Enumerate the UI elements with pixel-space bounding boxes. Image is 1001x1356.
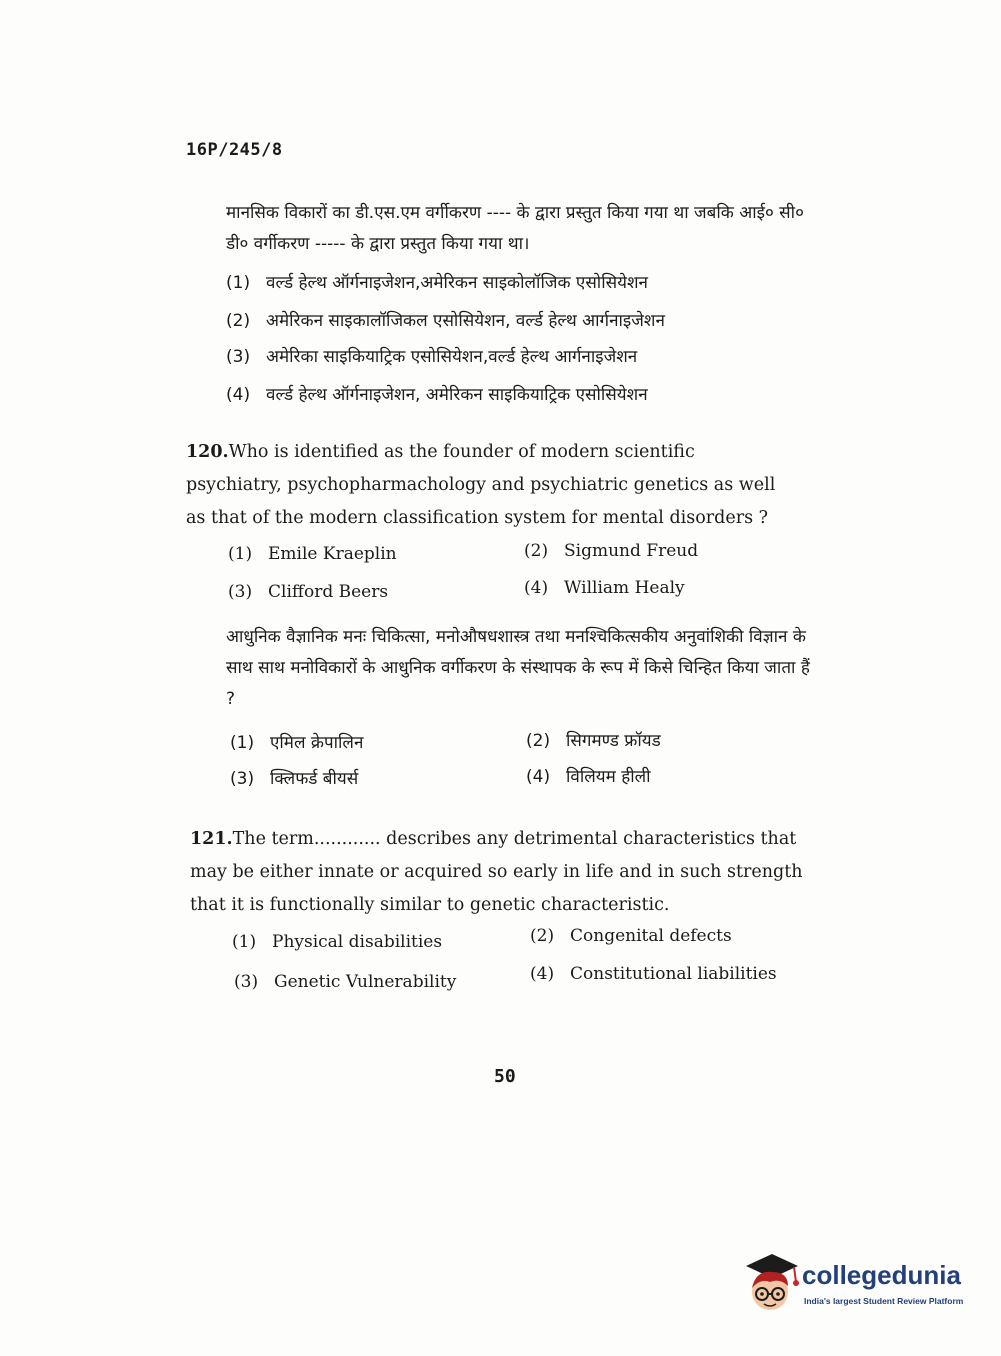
mascot-icon — [742, 1252, 802, 1318]
q120-text: Who is identified as the founder of modern scientific psychiatry, psychopharmachology and psychiatric genetics as well as that of the modern classification system for mental disorders ? — [186, 442, 776, 528]
q119-hindi-text: मानसिक विकारों का डी.एस.एम वर्गीकरण ---- के द्वारा प्रस्तुत किया गया था जबकि आई० सी० डी० वर्गीकरण ----- के द्वारा प्रस्तुत किया गया था। — [226, 203, 804, 254]
q119-hindi-option-2: (2) अमेरिकन साइकालॉजिकल एसोसियेशन, वर्ल्ड हेल्थ आर्गनाइजेशन — [226, 311, 665, 331]
q120-number: 120. — [186, 442, 229, 462]
q120-hindi-option-2: (2) सिगमण्ड फ्रॉयड — [526, 731, 661, 751]
collegedunia-watermark — [742, 1252, 972, 1318]
q121-option-4: (4) Constitutional liabilities — [530, 964, 777, 984]
q120-option-4: (4) William Healy — [524, 578, 685, 598]
brand-name: collegedunia — [802, 1260, 961, 1290]
q120-option-2: (2) Sigmund Freud — [524, 541, 699, 561]
q120-hindi-text: आधुनिक वैज्ञानिक मनः चिकित्सा, मनोऔषधशास्त्र तथा मनश्चिकित्सकीय अनुवांशिकी विज्ञान के साथ साथ मनोविकारों के आधुनिक वर्गीकरण के संस्थापक के रूप में किसे चिन्हित किया जाता हैं ? — [226, 627, 810, 709]
q119-hindi-option-4: (4) वर्ल्ड हेल्थ ऑर्गनाइजेशन, अमेरिकन साइकियाट्रिक एसोसियेशन — [226, 385, 648, 405]
q120-hindi-option-1: (1) एमिल क्रेपालिन — [230, 733, 364, 753]
q121-question — [190, 823, 820, 922]
q120-option-1: (1) Emile Kraeplin — [228, 544, 397, 564]
q119-hindi-option-3: (3) अमेरिका साइकियाट्रिक एसोसियेशन,वर्ल्ड हेल्थ आर्गनाइजेशन — [226, 347, 638, 367]
page-code: 16P/245/8 — [186, 140, 283, 160]
q120-hindi-option-4: (4) विलियम हीली — [526, 767, 651, 787]
q120-hindi-option-3: (3) क्लिफर्ड बीयर्स — [230, 769, 359, 789]
q121-number: 121. — [190, 829, 233, 849]
q121-option-3: (3) Genetic Vulnerability — [234, 972, 457, 992]
q121-text: The term............ describes any detrimental characteristics that may be either innate or acquired so early in life and in such strength that it is functionally similar to genetic characteristic. — [190, 829, 803, 915]
q120-question — [186, 436, 786, 535]
q120-option-3: (3) Clifford Beers — [228, 582, 389, 602]
page-number: 50 — [494, 1066, 516, 1087]
q119-hindi-option-1: (1) वर्ल्ड हेल्थ ऑर्गनाइजेशन,अमेरिकन साइकोलॉजिक एसोसियेशन — [226, 273, 648, 293]
brand-tagline: India's largest Student Review Platform — [804, 1296, 964, 1306]
q121-option-2: (2) Congenital defects — [530, 926, 732, 946]
q121-option-1: (1) Physical disabilities — [232, 932, 443, 952]
